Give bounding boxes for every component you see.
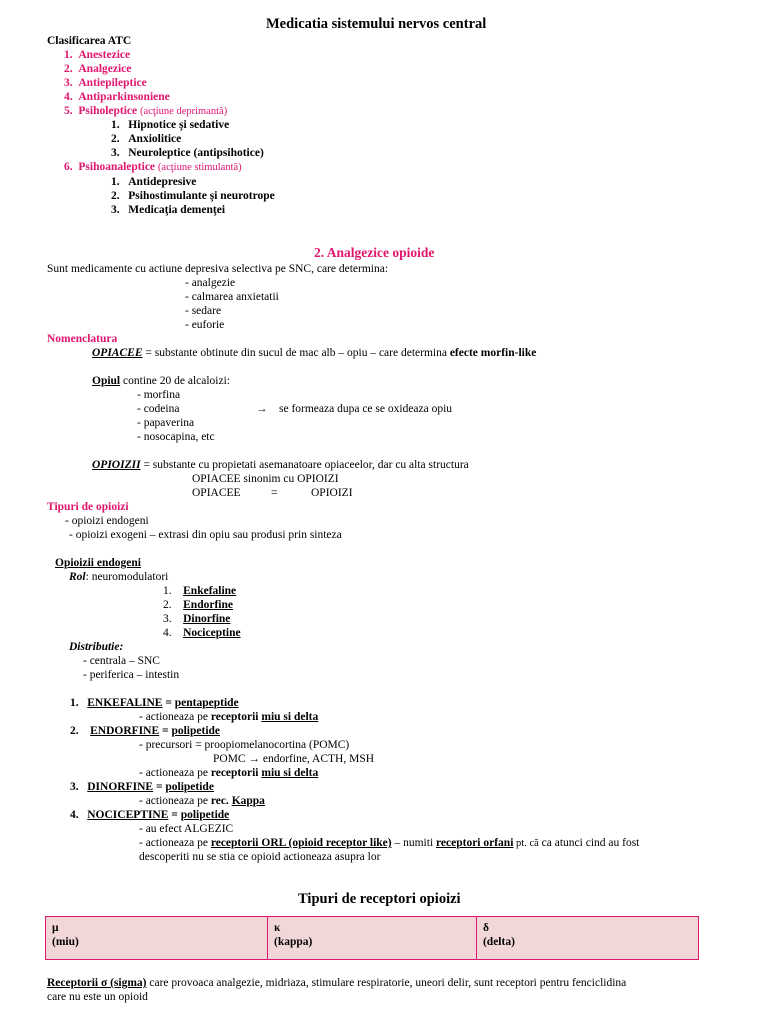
tipuri-item: - opioizi endogeni: [65, 515, 149, 527]
opioizii-term: OPIOIZII: [92, 459, 141, 471]
endogeni-num: 4.: [163, 627, 172, 639]
arrow-icon: →: [256, 403, 268, 415]
alcaloid-item: - nosocapina, etc: [137, 431, 215, 443]
opioizii-definition: [92, 458, 469, 472]
sub-label: Hipnotice şi sedative: [128, 119, 230, 131]
psiholeptice-sub-2: [111, 132, 181, 146]
pomc-line: [213, 752, 374, 766]
effect-item: - calmarea anxietatii: [185, 291, 279, 303]
atc-item-5: [64, 104, 227, 119]
sigma-term: Receptorii σ (sigma): [47, 977, 147, 989]
detail-eq: =: [153, 781, 166, 793]
action-pre: - actioneaza pe: [139, 837, 211, 849]
effect-item: - euforie: [185, 319, 225, 331]
alcaloid-item: - papaverina: [137, 417, 195, 429]
detail-eq: =: [168, 809, 181, 821]
endorfine-line: [70, 724, 220, 738]
detail-num: 4.: [70, 809, 79, 821]
effect-item: - sedare: [185, 305, 222, 317]
action-target: miu si delta: [261, 711, 319, 723]
psihoanaleptice-sub-2: [111, 189, 275, 203]
nociceptine-line: [70, 808, 229, 822]
atc-item-label: Analgezice: [78, 63, 132, 75]
sub-label: Anxiolitice: [128, 133, 182, 145]
synonym-left: OPIACEE: [192, 487, 241, 499]
opiacee-term: OPIACEE: [92, 347, 143, 359]
dinorfine-action: [139, 794, 265, 808]
endogeni-item: [163, 626, 241, 640]
endogeni-num: 3.: [163, 613, 172, 625]
opioizii-def: = substante cu propietati asemanatoare opiaceelor, dar cu alta structura: [140, 459, 469, 471]
endogeni-label: Enkefaline: [183, 585, 237, 597]
endogeni-num: 1.: [163, 585, 172, 597]
psiholeptice-sub-3: [111, 146, 264, 160]
atc-item-3: [64, 76, 147, 90]
tipuri-heading: Tipuri de opioizi: [47, 501, 129, 513]
detail-name: NOCICEPTINE: [87, 809, 169, 821]
receptor-cell: [476, 917, 698, 960]
pomc-b: endorfine, ACTH, MSH: [259, 753, 375, 765]
action-pt: pt. că: [513, 838, 539, 849]
detail-type: polipetide: [180, 809, 230, 821]
table-row: [46, 917, 699, 960]
sigma-line-cont: care nu este un opioid: [47, 991, 148, 1003]
sub-label: Neuroleptice (antipsihotice): [128, 147, 264, 159]
pomc-a: POMC: [213, 753, 249, 765]
distributie-label: Distributie:: [69, 641, 124, 653]
detail-num: 2.: [70, 725, 79, 737]
receptor-name: (delta): [482, 936, 515, 948]
sub-num: 3.: [111, 204, 120, 216]
detail-name: ENDORFINE: [90, 725, 160, 737]
psihoanaleptice-sub-3: [111, 203, 225, 217]
nociceptine-action: [139, 836, 639, 851]
opiul-term: Opiul: [92, 375, 121, 387]
sub-num: 2.: [111, 190, 120, 202]
endorfine-action: [139, 766, 318, 780]
atc-item-num: 6.: [64, 161, 73, 173]
sub-num: 1.: [111, 119, 120, 131]
receptor-table: [45, 916, 699, 960]
detail-type: pentapeptide: [174, 697, 239, 709]
receptor-symbol: κ: [274, 922, 281, 934]
alcaloid-item: - morfina: [137, 389, 181, 401]
psihoanaleptice-sub-1: [111, 175, 196, 189]
psiholeptice-sub-1: [111, 118, 229, 132]
endogeni-label: Endorfine: [183, 599, 233, 611]
alcaloid-item: - codeina: [137, 403, 180, 415]
nociceptine-effect: - au efect ALGEZIC: [139, 823, 234, 835]
opiul-def: contine 20 de alcaloizi:: [120, 375, 230, 387]
endogeni-item: [163, 584, 236, 598]
detail-type: polipetide: [171, 725, 221, 737]
receptor-name: (miu): [52, 936, 79, 948]
detail-name: DINORFINE: [87, 781, 154, 793]
opiul-line: [92, 374, 230, 388]
action-rec: receptorii: [210, 711, 262, 723]
receptor-name: (kappa): [274, 936, 313, 948]
atc-item-num: 1.: [64, 49, 73, 61]
endogeni-label: Dinorfine: [183, 613, 231, 625]
receptor-symbol: μ: [52, 922, 59, 934]
section-heading: 2. Analgezice opioide: [314, 245, 435, 260]
action-mid: – numiti: [391, 837, 437, 849]
detail-num: 1.: [70, 697, 79, 709]
sub-num: 3.: [111, 147, 120, 159]
atc-item-label: Anestezice: [78, 49, 131, 61]
sigma-line: [47, 976, 626, 990]
synonym-line: OPIACEE sinonim cu OPIOIZI: [192, 473, 339, 485]
rol-value: : neuromodulatori: [85, 571, 169, 583]
atc-item-2: [64, 62, 131, 76]
endogeni-item: [163, 598, 233, 612]
opiacee-bold: efecte morfin-like: [449, 347, 537, 359]
atc-item-4: [64, 90, 170, 104]
action-target: receptori orfani: [436, 837, 514, 849]
receptor-symbol: δ: [482, 922, 489, 934]
receptor-cell: [268, 917, 477, 960]
endogeni-heading: Opioizii endogeni: [55, 557, 141, 569]
action-rec: receptorii: [210, 767, 262, 779]
sub-label: Antidepresive: [128, 176, 197, 188]
receptori-heading: Tipuri de receptori opioizi: [298, 891, 461, 907]
sub-num: 2.: [111, 133, 120, 145]
detail-name: ENKEFALINE: [87, 697, 163, 709]
tipuri-item: - opioizi exogeni – extrasi din opiu sau produsi prin sinteza: [69, 529, 342, 541]
atc-item-note: (acţiune stimulantă): [157, 162, 242, 173]
sub-num: 1.: [111, 176, 120, 188]
enkefaline-line: [70, 696, 239, 710]
synonym-right: OPIOIZI: [311, 487, 353, 499]
nociceptine-action-cont: descoperiti nu se stia ce opioid actioneaza asupra lor: [139, 851, 381, 863]
action-pre: - actioneaza pe: [139, 795, 211, 807]
atc-item-num: 3.: [64, 77, 73, 89]
detail-eq: =: [159, 725, 172, 737]
action-target: receptorii ORL (opioid receptor like): [210, 837, 392, 849]
opiacee-definition: [92, 346, 536, 360]
atc-item-label: Psiholeptice: [78, 105, 138, 117]
sigma-text: care provoaca analgezie, midriaza, stimulare respiratorie, uneori delir, sunt receptori pentru fenciclidina: [146, 977, 627, 989]
detail-num: 3.: [70, 781, 79, 793]
arrow-note: se formeaza dupa ce se oxideaza opiu: [279, 403, 453, 415]
arrow-icon: →: [248, 753, 260, 765]
rol-label: Rol: [69, 571, 86, 583]
rol-line: [69, 570, 168, 584]
detail-type: polipetide: [165, 781, 214, 793]
action-pre: - actioneaza pe: [139, 711, 211, 723]
sub-label: Medicaţia demenţei: [128, 204, 226, 216]
atc-heading: Clasificarea ATC: [47, 35, 132, 47]
effect-item: - analgezie: [185, 277, 236, 289]
atc-item-6: [64, 160, 242, 175]
endorfine-precursors: - precursori = proopiomelanocortina (POMC): [139, 739, 350, 751]
action-target: Kappa: [231, 795, 265, 807]
nomenclatura-heading: Nomenclatura: [47, 333, 118, 345]
page-title: Medicatia sistemului nervos central: [266, 16, 487, 32]
opiacee-def: = substante obtinute din sucul de mac alb – opiu – care determina: [142, 347, 450, 359]
atc-item-num: 5.: [64, 105, 73, 117]
action-pre: - actioneaza pe: [139, 767, 211, 779]
action-target: miu si delta: [261, 767, 319, 779]
atc-item-label: Antiparkinsoniene: [78, 91, 170, 103]
dinorfine-line: [70, 780, 214, 794]
action-rec: rec.: [210, 795, 232, 807]
endogeni-item: [163, 612, 230, 626]
receptor-cell: [46, 917, 268, 960]
atc-item-1: [64, 48, 130, 62]
section-intro: Sunt medicamente cu actiune depresiva selectiva pe SNC, care determina:: [47, 263, 389, 275]
enkefaline-action: [139, 710, 318, 724]
synonym-equals: =: [271, 487, 278, 499]
dist-item: - periferica – intestin: [83, 669, 180, 681]
endogeni-label: Nociceptine: [183, 627, 241, 639]
atc-item-label: Psihoanaleptice: [78, 161, 156, 173]
sub-label: Psihostimulante şi neurotrope: [128, 190, 275, 202]
action-post: ca atunci cind au fost: [538, 837, 640, 849]
atc-item-num: 2.: [64, 63, 73, 75]
detail-eq: =: [162, 697, 175, 709]
dist-item: - centrala – SNC: [83, 655, 160, 667]
atc-item-num: 4.: [64, 91, 73, 103]
atc-item-note: (acţiune deprimantă): [140, 106, 228, 117]
endogeni-num: 2.: [163, 599, 172, 611]
atc-item-label: Antiepileptice: [78, 77, 147, 89]
